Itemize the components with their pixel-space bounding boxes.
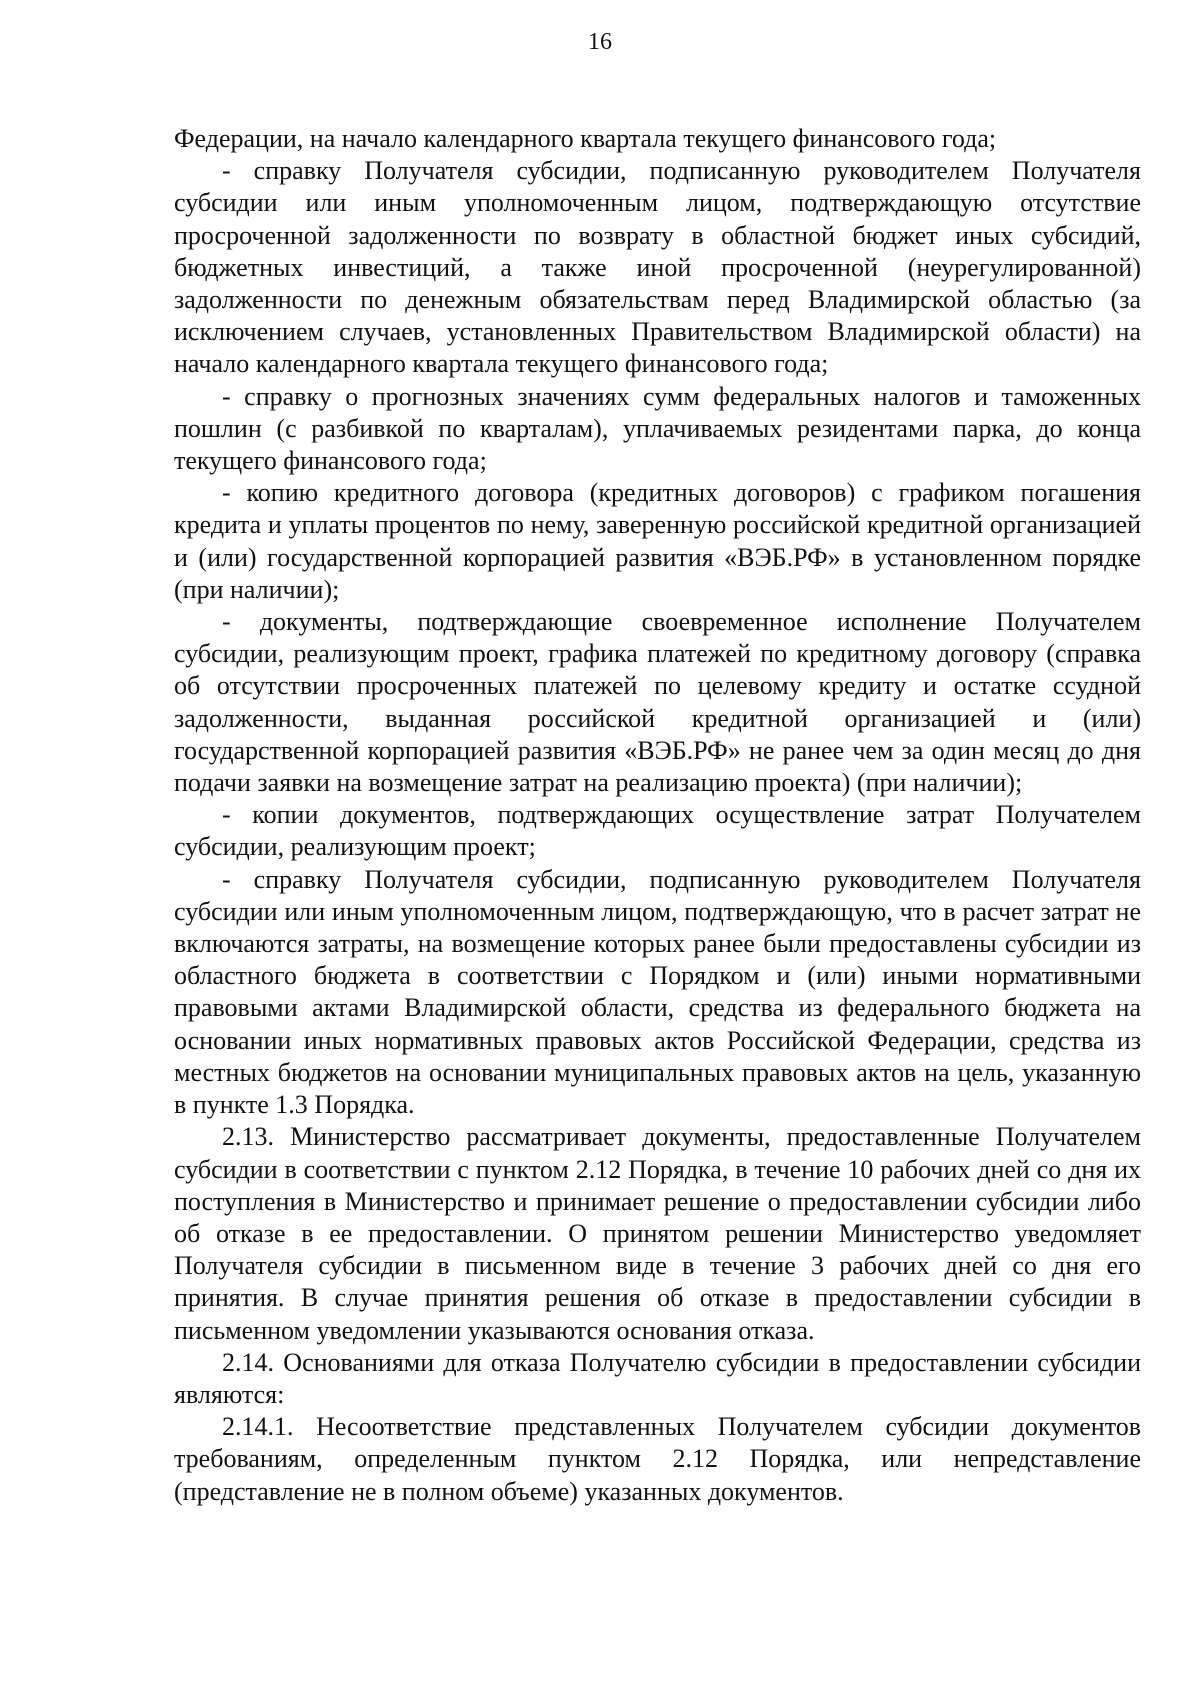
document-body	[174, 123, 1141, 1508]
list-item-expense-documents: - копии документов, подтверждающих осуществление затрат Получателем субсидии, реализующим проект;	[174, 800, 1141, 862]
clause-2-14-1: 2.14.1. Несоответствие представленных Получателем субсидии документов требованиям, определенным пунктом 2.12 Порядка, или непредставление (представление не в полном объеме) указанных документов.	[174, 1412, 1141, 1506]
paragraph-continuation: Федерации, на начало календарного квартала текущего финансового года;	[174, 124, 997, 153]
list-item-debt-certificate: - справку Получателя субсидии, подписанную руководителем Получателя субсидии или иным уполномоченным лицом, подтверждающую отсутствие просроченной задолженности по возврату в областной бюджет иных субсидий, бюджетных инвестиций, а также иной просроченной (неурегулированной) задолженности по денежным обязательствам перед Владимирской областью (за исключением случаев, установленных Правительством Владимирской области) на начало календарного квартала текущего финансового года;	[174, 156, 1141, 379]
clause-2-14: 2.14. Основаниями для отказа Получателю субсидии в предоставлении субсидии являются:	[174, 1347, 1141, 1409]
page-number: 16	[588, 29, 612, 55]
list-item-tax-forecast: - справку о прогнозных значениях сумм федеральных налогов и таможенных пошлин (с разбивкой по кварталам), уплачиваемых резидентами парка, до конца текущего финансового года;	[174, 381, 1141, 476]
list-item-payment-documents: - документы, подтверждающие своевременное исполнение Получателем субсидии, реализующим проект, графика платежей по кредитному договору (справка об отсутствии просроченных платежей по целевому кредиту и остатке ссудной задолженности, выданная российской кредитной организацией и (или) государственной корпорацией развития «ВЭБ.РФ» не ранее чем за один месяц до дня подачи заявки на возмещение затрат на реализацию проекта) (при наличии);	[174, 607, 1141, 798]
list-item-credit-agreement: - копию кредитного договора (кредитных договоров) с графиком погашения кредита и уплаты процентов по нему, заверенную российской кредитной организацией и (или) государственной корпорацией развития «ВЭБ.РФ» в установленном порядке (при наличии);	[174, 478, 1141, 604]
list-item-expense-certificate: - справку Получателя субсидии, подписанную руководителем Получателя субсидии или иным уполномоченным лицом, подтверждающую, что в расчет затрат не включаются затраты, на возмещение которых ранее были предоставлены субсидии из областного бюджета в соответствии с Порядком и (или) иными нормативными правовыми актами Владимирской области, средства из федерального бюджета на основании иных нормативных правовых актов Российской Федерации, средства из местных бюджетов на основании муниципальных правовых актов на цель, указанную в пункте 1.3 Порядка.	[174, 864, 1141, 1120]
clause-2-13: 2.13. Министерство рассматривает документы, предоставленные Получателем субсидии в соответствии с пунктом 2.12 Порядка, в течение 10 рабочих дней со дня их поступления в Министерство и принимает решение о предоставлении субсидии либо об отказе в ее предоставлении. О принятом решении Министерство уведомляет Получателя субсидии в письменном виде в течение 3 рабочих дней со дня его принятия. В случае принятия решения об отказе в предоставлении субсидии в письменном уведомлении указываются основания отказа.	[174, 1122, 1141, 1345]
